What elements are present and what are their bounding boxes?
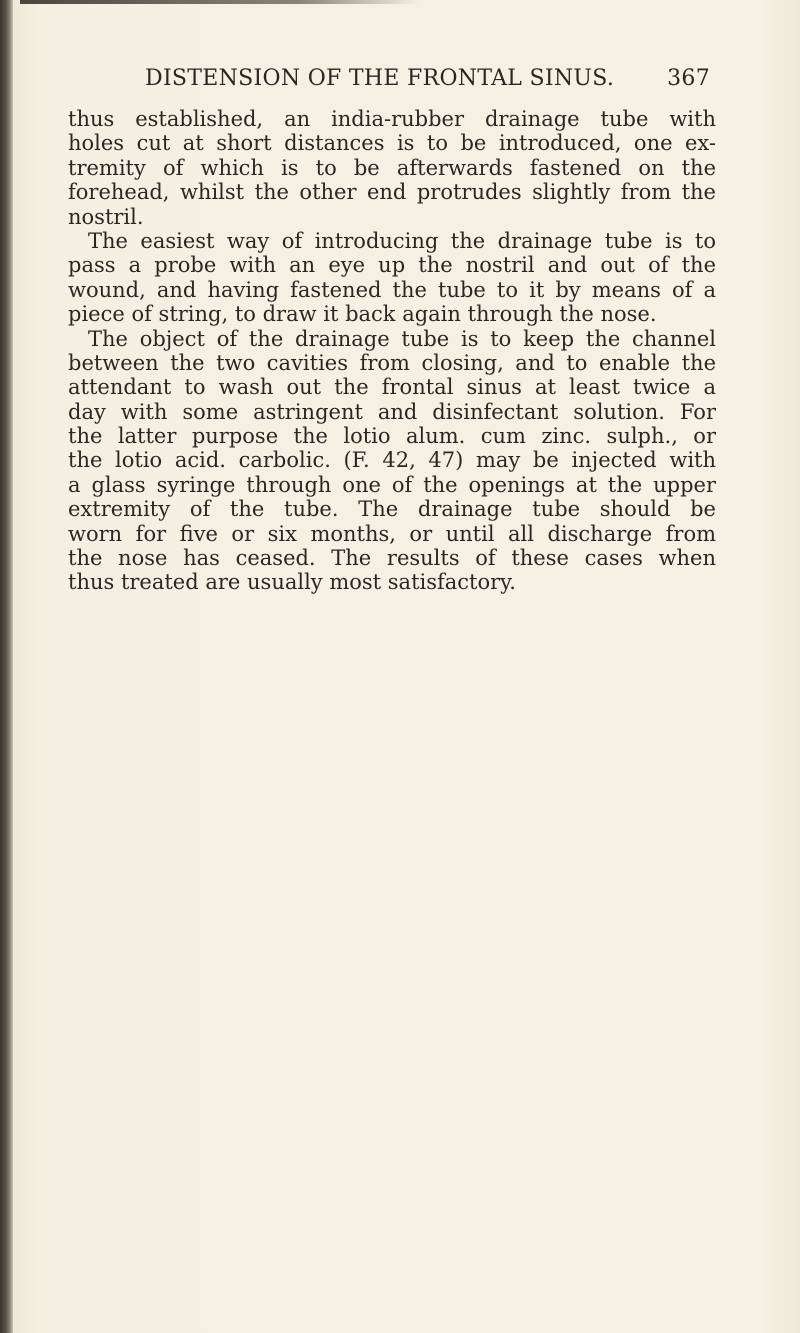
text-line: the nose has ceased. The results of these cases when (68, 546, 716, 571)
paragraph-start-line: The object of the drainage tube is to keep the channel (88, 326, 716, 351)
text-line: wound, and having fastened the tube to it by means of a (68, 277, 716, 302)
text-line: holes cut at short distances is to be introduced, one ex- (68, 131, 716, 156)
text-line: piece of string, to draw it back again through the nose. (68, 302, 657, 327)
body-text (68, 107, 716, 595)
text-line: thus treated are usually most satisfactory. (68, 570, 516, 595)
running-head (145, 66, 710, 96)
text-line: between the two cavities from closing, and to enable the (68, 350, 716, 375)
text-line: extremity of the tube. The drainage tube should be (68, 497, 716, 522)
text-line: tremity of which is to be afterwards fastened on the (68, 155, 716, 180)
running-title: DISTENSION OF THE FRONTAL SINUS. (145, 66, 615, 91)
page-binding-edge (0, 0, 13, 1333)
text-line: a glass syringe through one of the openings at the upper (68, 472, 716, 497)
text-line: day with some astringent and disinfectant solution. For (68, 399, 716, 424)
text-line: the lotio acid. carbolic. (F. 42, 47) may be injected with (68, 448, 716, 473)
text-line: thus established, an india-rubber drainage tube with (68, 107, 716, 131)
text-line: pass a probe with an eye up the nostril and out of the (68, 253, 716, 278)
text-line: the latter purpose the lotio alum. cum zinc. sulph., or (68, 424, 716, 449)
text-line: forehead, whilst the other end protrudes slightly from the (68, 180, 716, 205)
text-line: attendant to wash out the frontal sinus at least twice a (68, 375, 716, 400)
top-edge-shadow (20, 0, 420, 4)
page-number: 367 (667, 66, 710, 91)
paragraph-start-line: The easiest way of introducing the drainage tube is to (88, 228, 716, 253)
text-line: nostril. (68, 204, 144, 229)
text-line: worn for five or six months, or until all discharge from (68, 521, 716, 546)
